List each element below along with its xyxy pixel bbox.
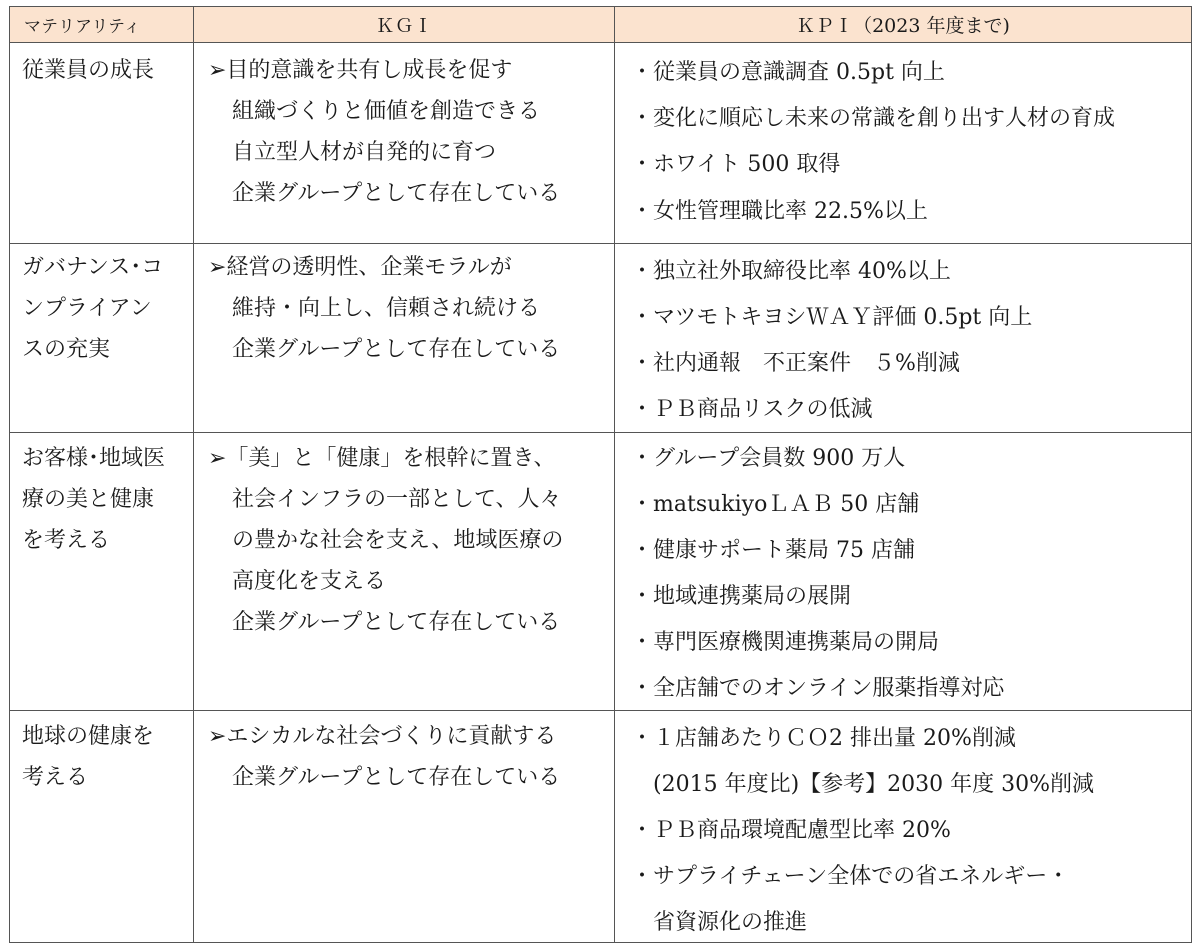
table-row <box>10 43 1192 244</box>
kpi-cell <box>615 244 1192 433</box>
kgi-cell <box>194 43 615 244</box>
materiality-text: を考える <box>22 528 111 553</box>
kpi-item: ・ホワイト 500 取得 <box>631 152 841 177</box>
table-row <box>10 244 1192 433</box>
kpi-item: ・変化に順応し未来の常識を創り出す人材の育成 <box>631 106 1116 131</box>
header-row <box>10 7 1192 43</box>
kpi-item: 省資源化の推進 <box>653 910 808 935</box>
kgi-text: ➢エシカルな社会づくりに貢献する <box>208 724 557 749</box>
kpi-item: ・マツモトキヨシＷＡＹ評価 0.5pt 向上 <box>631 305 1033 330</box>
kgi-text: ➢「美」と「健康」を根幹に置き、 <box>208 446 556 471</box>
table-row <box>10 711 1192 943</box>
kpi-item: (2015 年度比)【参考】2030 年度 30%削減 <box>653 772 1095 797</box>
kgi-text: ➢経営の透明性、企業モラルが <box>208 255 512 280</box>
kpi-cell <box>615 711 1192 943</box>
kgi-text: 企業グループとして存在している <box>232 337 561 362</box>
kpi-item: ・サプライチェーン全体での省エネルギー・ <box>631 864 1070 889</box>
materiality-text: お客様･地域医 <box>22 446 166 471</box>
kgi-text: の豊かな社会を支え、地域医療の <box>232 528 564 553</box>
materiality-cell <box>10 43 194 244</box>
header-kpi: ＫＰＩ（2023 年度まで) <box>615 7 1192 43</box>
kpi-item: ・専門医療機関連携薬局の開局 <box>631 630 940 655</box>
kgi-cell <box>194 244 615 433</box>
kgi-text: 社会インフラの一部として、人々 <box>232 487 562 512</box>
kpi-item: ・女性管理職比率 22.5%以上 <box>631 199 928 224</box>
kgi-text: 企業グループとして存在している <box>232 181 561 206</box>
materiality-text: ンプライアン <box>22 296 152 321</box>
materiality-text: スの充実 <box>22 337 111 362</box>
materiality-cell <box>10 244 194 433</box>
header-materiality: マテリアリティ <box>10 7 194 43</box>
kpi-item: ・全店舗でのオンライン服薬指導対応 <box>631 676 1005 701</box>
kgi-text: 維持・向上し、信頼され続ける <box>232 296 541 321</box>
kgi-cell <box>194 711 615 943</box>
kpi-item: ・１店舗あたりＣＯ2 排出量 20%削減 <box>631 726 1016 751</box>
kpi-cell <box>615 433 1192 711</box>
kpi-item: ・グループ会員数 900 万人 <box>631 446 906 471</box>
kgi-text: 組織づくりと価値を創造できる <box>232 99 541 124</box>
kgi-cell <box>194 433 615 711</box>
kgi-text: 自立型人材が自発的に育つ <box>232 140 497 165</box>
materiality-text: 従業員の成長 <box>22 58 155 83</box>
kpi-cell <box>615 43 1192 244</box>
kgi-text: ➢目的意識を共有し成長を促す <box>208 58 513 83</box>
kpi-item: ・社内通報 不正案件 ５%削減 <box>631 351 960 376</box>
kpi-item: ・ＰＢ商品環境配慮型比率 20% <box>631 818 951 843</box>
kpi-item: ・地域連携薬局の展開 <box>631 584 852 609</box>
kpi-item: ・ＰＢ商品リスクの低減 <box>631 397 873 422</box>
materiality-cell <box>10 711 194 943</box>
table-row <box>10 433 1192 711</box>
kgi-text: 企業グループとして存在している <box>232 765 561 790</box>
kpi-item: ・matsukiyoＬＡＢ 50 店舗 <box>631 492 920 517</box>
kgi-text: 高度化を支える <box>232 569 387 594</box>
materiality-text: 地球の健康を <box>22 724 155 749</box>
kpi-item: ・健康サポート薬局 75 店舗 <box>631 538 915 563</box>
kpi-item: ・独立社外取締役比率 40%以上 <box>631 259 951 284</box>
kgi-text: 企業グループとして存在している <box>232 610 561 635</box>
materiality-table <box>9 6 1192 943</box>
kpi-item: ・従業員の意識調査 0.5pt 向上 <box>631 60 945 85</box>
header-kgi: ＫＧＩ <box>194 7 615 43</box>
materiality-text: 考える <box>22 765 89 790</box>
materiality-text: ガバナンス･コ <box>22 255 164 280</box>
materiality-text: 療の美と健康 <box>22 487 155 512</box>
materiality-cell <box>10 433 194 711</box>
